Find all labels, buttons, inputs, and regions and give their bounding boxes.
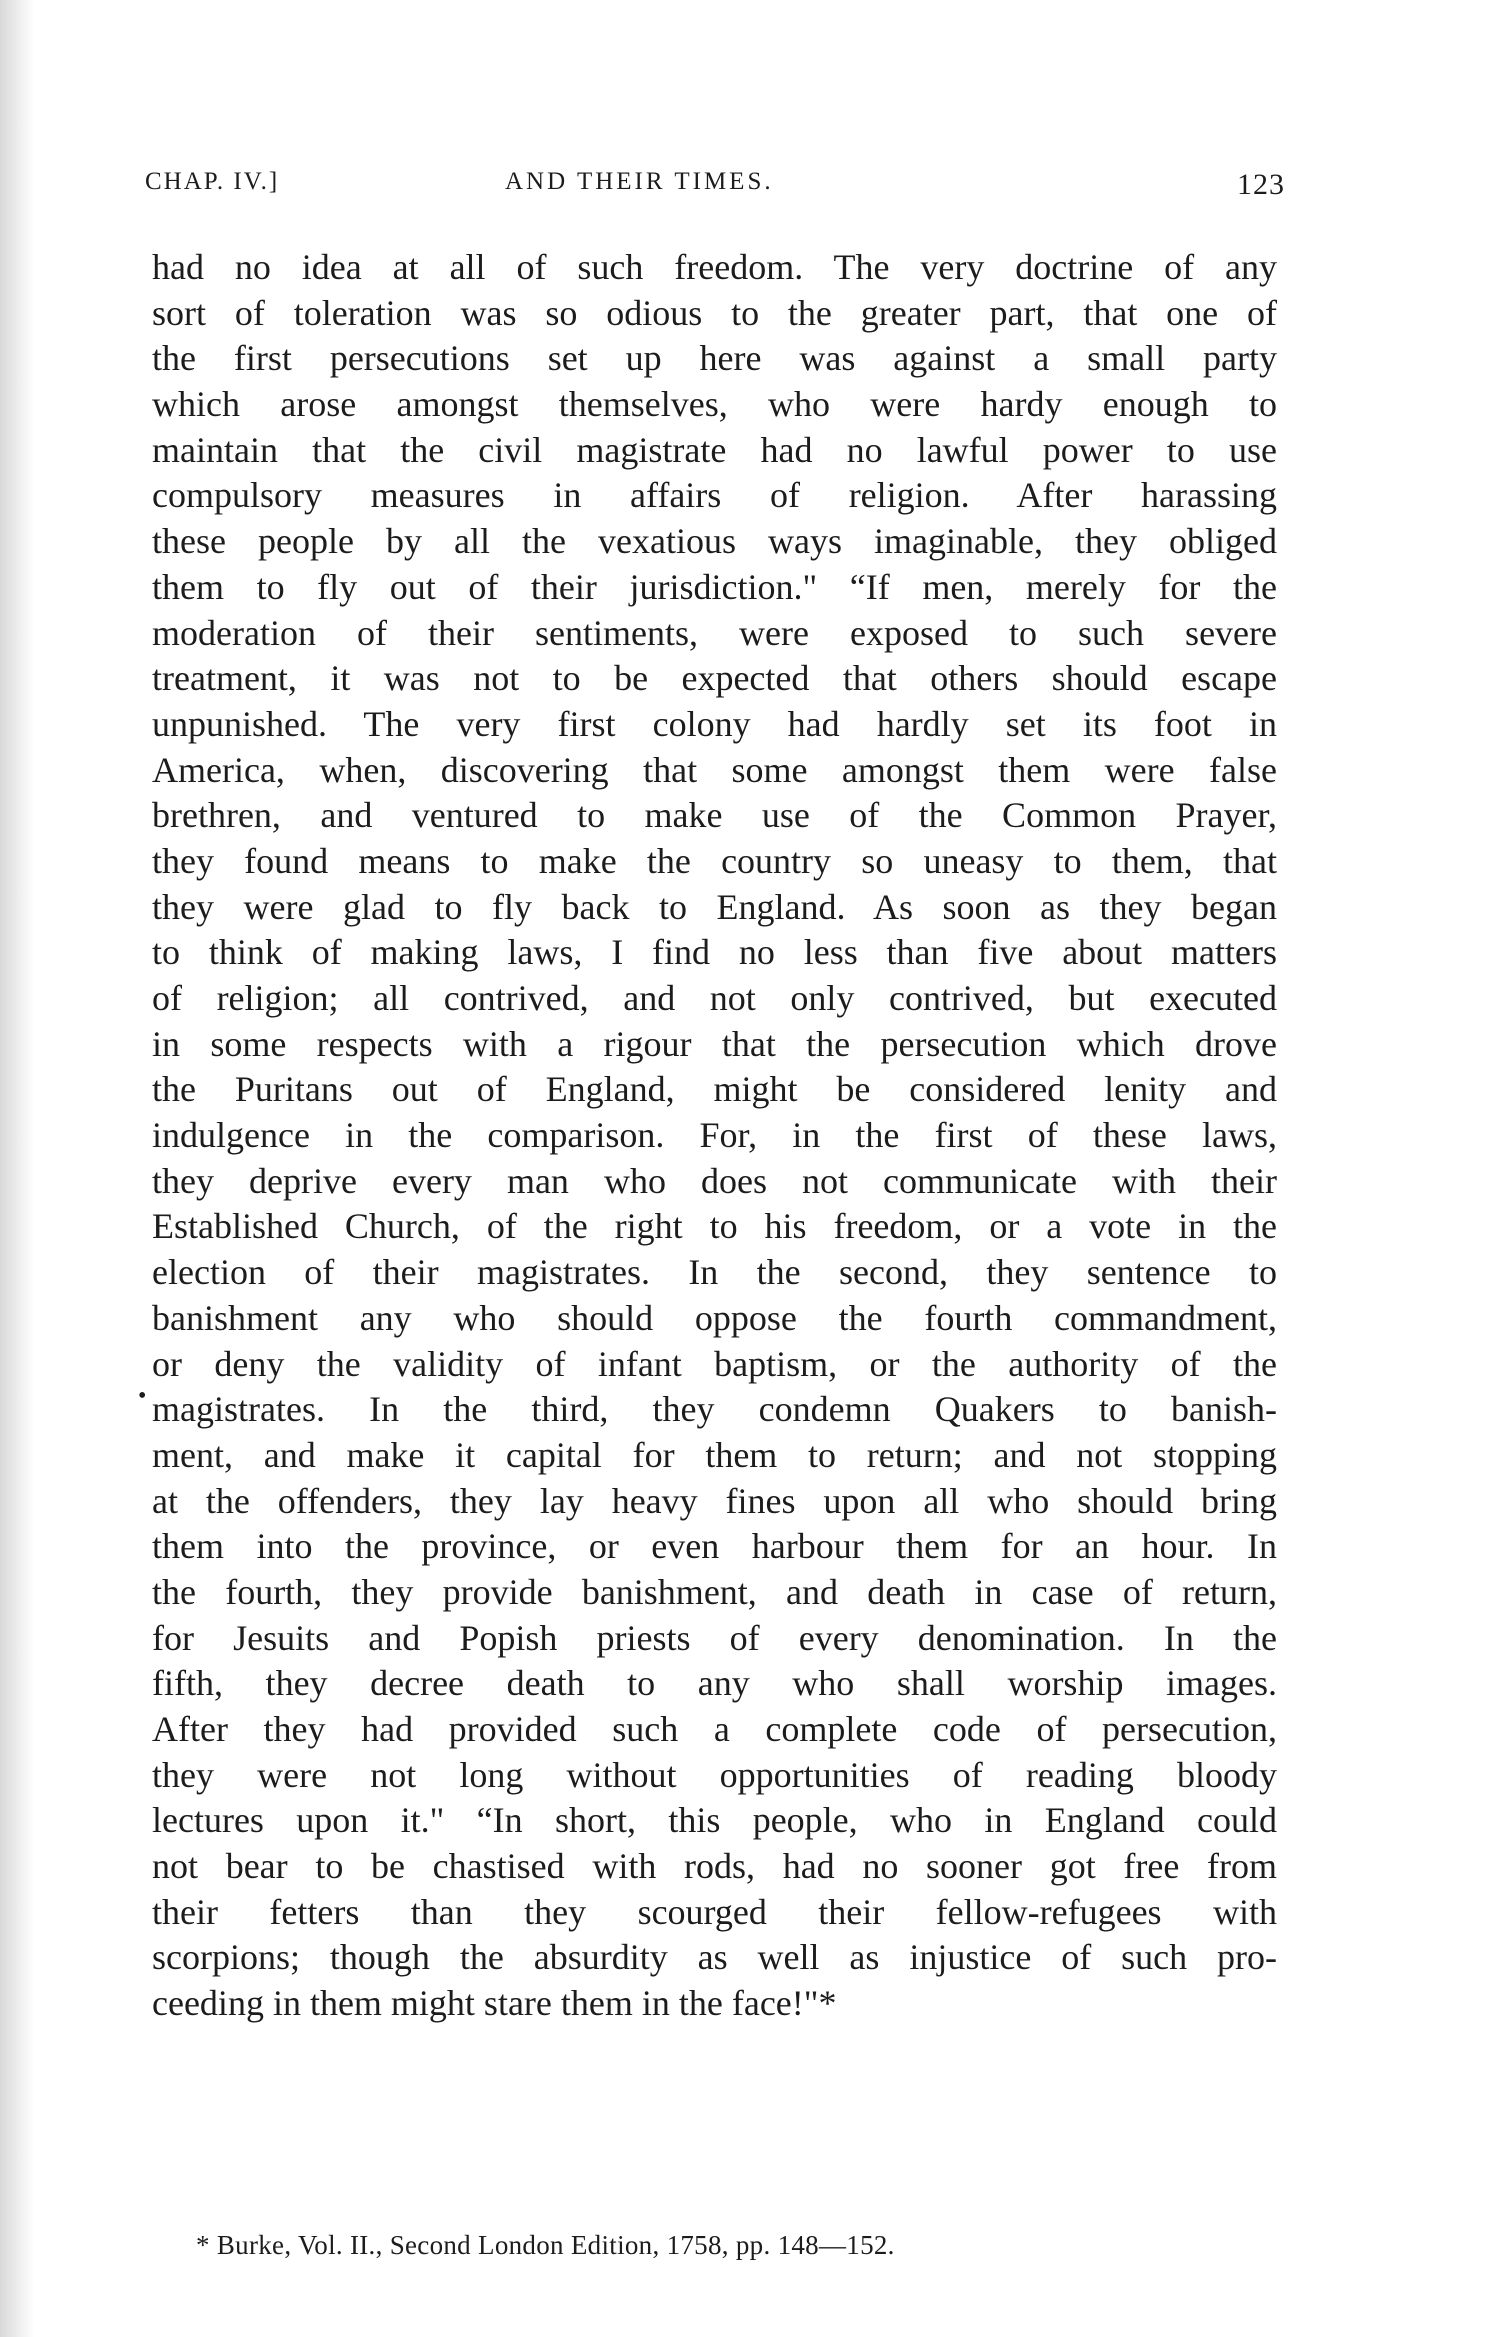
footnote: * Burke, Vol. II., Second London Edition, 1758, pp. 148—152. — [196, 2230, 895, 2260]
text-line: for Jesuits and Popish priests of every denomination. In the — [152, 1617, 1277, 1658]
text-line: them into the province, or even harbour them for an hour. In — [152, 1526, 1277, 1567]
text-line: these people by all the vexatious ways imaginable, they obliged — [152, 521, 1277, 562]
text-line: After they had provided such a complete code of persecution, — [152, 1709, 1277, 1749]
text-line: to think of making laws, I find no less than five about matters — [152, 932, 1277, 973]
text-line: moderation of their sentiments, were exposed to such severe — [152, 612, 1277, 653]
text-line: they deprive every man who does not communicate with their — [152, 1160, 1277, 1201]
text-line-last: ceeding in them might stare them in the face!"* — [152, 1983, 837, 2024]
text-line: not bear to be chastised with rods, had no sooner got free from — [152, 1846, 1277, 1887]
text-line: America, when, discovering that some amongst them were false — [152, 749, 1277, 790]
text-line: at the offenders, they lay heavy fines upon all who should bring — [152, 1480, 1277, 1521]
text-line: compulsory measures in affairs of religion. After harassing — [152, 475, 1277, 516]
text-line: they were not long without opportunities of reading bloody — [152, 1754, 1277, 1795]
text-line: the fourth, they provide banishment, and death in case of return, — [152, 1571, 1277, 1612]
text-line: in some respects with a rigour that the persecution which drove — [152, 1023, 1277, 1064]
text-line: lectures upon it." “In short, this people, who in England could — [152, 1800, 1277, 1841]
text-line: indulgence in the comparison. For, in the first of these laws, — [152, 1115, 1277, 1156]
text-line: of religion; all contrived, and not only contrived, but executed — [152, 978, 1277, 1018]
text-line: which arose amongst themselves, who were hardy enough to — [152, 384, 1277, 425]
text-line: unpunished. The very first colony had hardly set its foot in — [152, 703, 1277, 744]
text-line: banishment any who should oppose the fourth commandment, — [152, 1297, 1277, 1338]
text-line: ment, and make it capital for them to return; and not stopping — [152, 1434, 1277, 1475]
text-line: magistrates. In the third, they condemn Quakers to banish- — [152, 1389, 1277, 1430]
text-line: the Puritans out of England, might be considered lenity and — [152, 1069, 1277, 1110]
text-line: or deny the validity of infant baptism, or the authority of the — [152, 1343, 1277, 1384]
text-line: fifth, they decree death to any who shall worship images. — [152, 1663, 1277, 1704]
text-line: them to fly out of their jurisdiction." “If men, merely for the — [152, 566, 1277, 607]
chapter-label: CHAP. IV.] — [145, 168, 280, 195]
text-line: scorpions; though the absurdity as well as injustice of such pro- — [152, 1937, 1277, 1978]
text-line: the first persecutions set up here was against a small party — [152, 338, 1277, 379]
page-number: 123 — [1237, 168, 1285, 201]
text-line: their fetters than they scourged their fellow-refugees with — [152, 1891, 1277, 1932]
text-line: had no idea at all of such freedom. The very doctrine of any — [152, 247, 1277, 287]
margin-mark: • — [138, 1383, 147, 1409]
text-line: treatment, it was not to be expected that others should escape — [152, 658, 1277, 699]
text-line: Established Church, of the right to his freedom, or a vote in the — [152, 1206, 1277, 1247]
text-line: they were glad to fly back to England. As soon as they began — [152, 886, 1277, 927]
running-title: AND THEIR TIMES. — [505, 168, 774, 195]
text-line: maintain that the civil magistrate had no lawful power to use — [152, 429, 1277, 470]
text-line: sort of toleration was so odious to the greater part, that one of — [152, 292, 1277, 333]
text-line: election of their magistrates. In the second, they sentence to — [152, 1252, 1277, 1293]
body-text — [152, 245, 1277, 2027]
text-line: brethren, and ventured to make use of the Common Prayer, — [152, 795, 1277, 836]
text-line: they found means to make the country so uneasy to them, that — [152, 840, 1277, 881]
running-head — [145, 168, 1285, 208]
